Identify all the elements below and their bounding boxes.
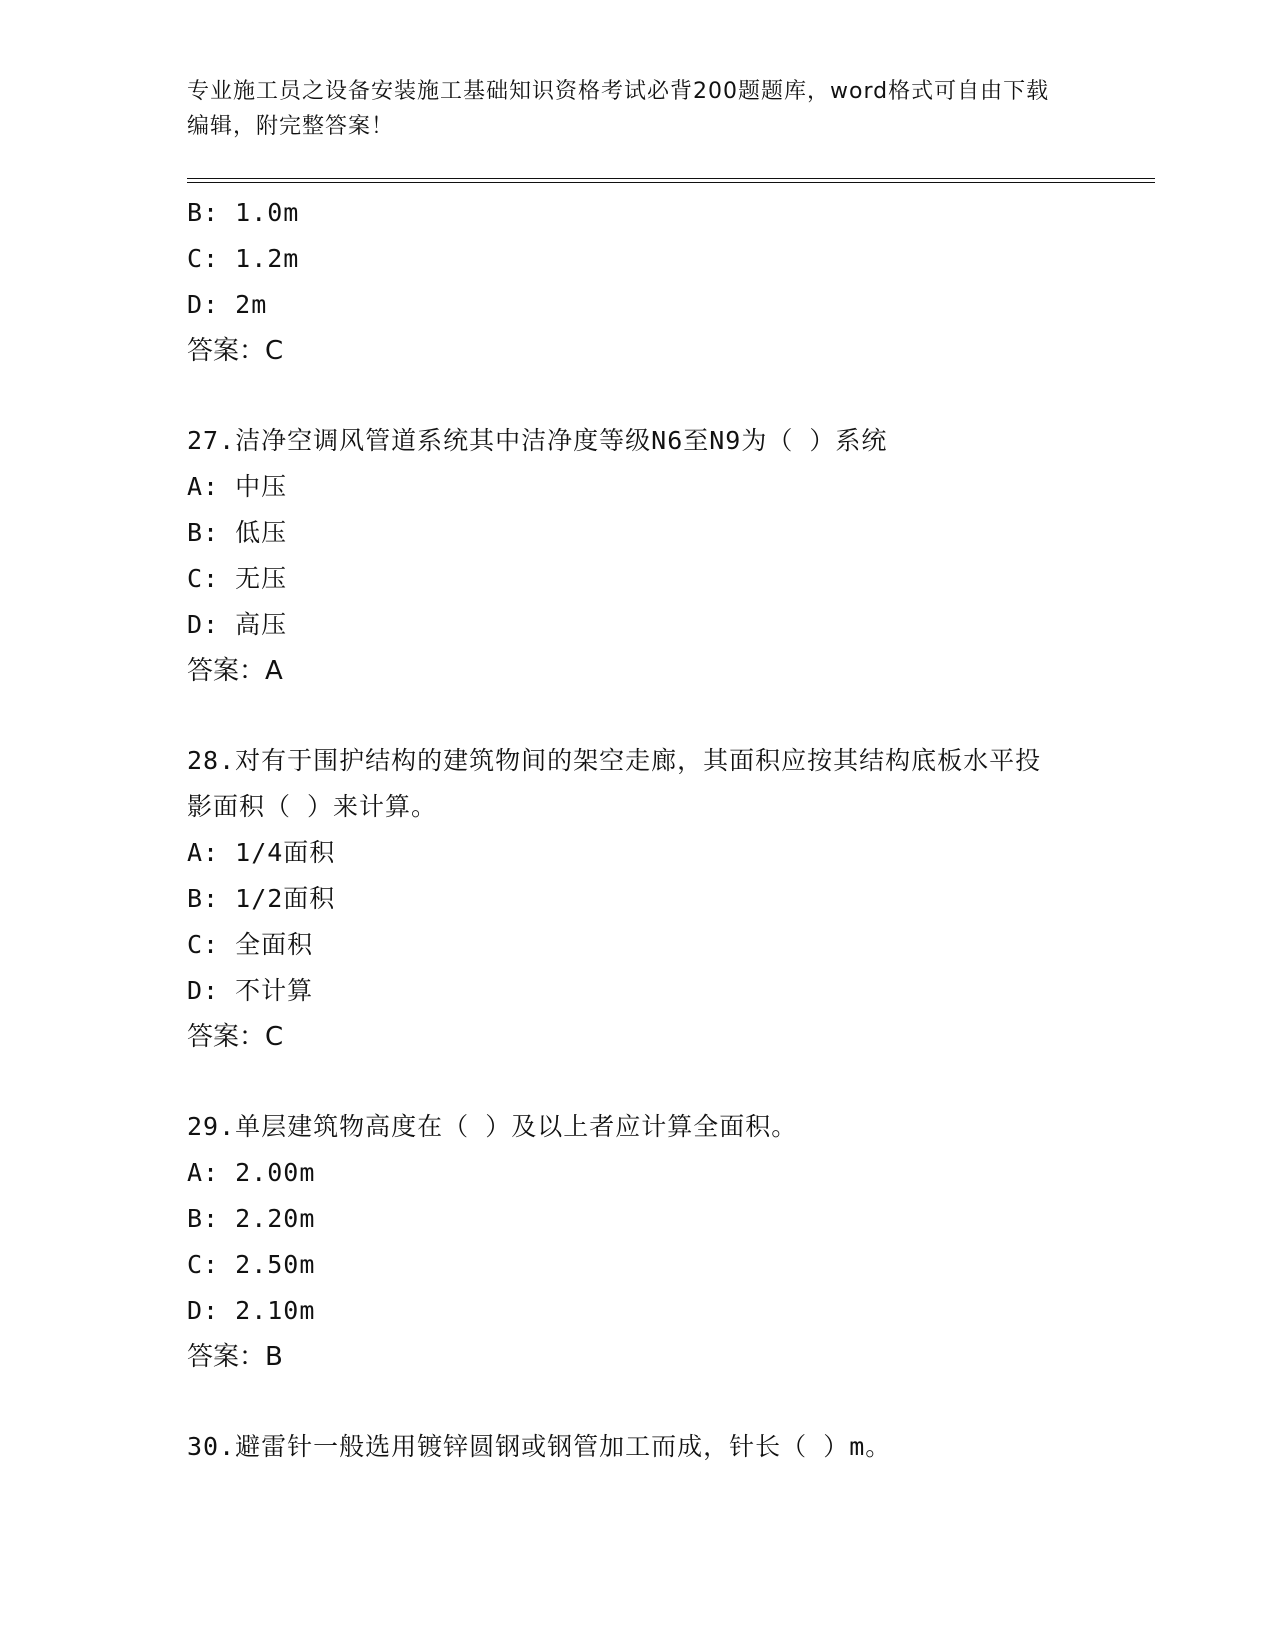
question-29 [187, 1104, 1087, 1380]
answer-line: 答案：B [187, 1342, 283, 1372]
option-c: C: 无压 [187, 564, 288, 593]
option-a: A: 2.00m [187, 1158, 316, 1187]
header-divider-bottom [187, 182, 1155, 183]
option-c: C: 1.2m [187, 244, 300, 273]
option-b: B: 1/2面积 [187, 884, 336, 913]
question-27 [187, 418, 1087, 694]
option-a: A: 1/4面积 [187, 838, 336, 867]
question-stem: 27.洁净空调风管道系统其中洁净度等级N6至N9为（ ）系统 [187, 426, 888, 455]
option-d: D: 2m [187, 290, 268, 319]
question-stem: 29.单层建筑物高度在（ ）及以上者应计算全面积。 [187, 1112, 798, 1141]
header-divider-top [187, 178, 1155, 179]
option-b: B: 2.20m [187, 1204, 316, 1233]
option-b: B: 1.0m [187, 198, 300, 227]
question-fragment [187, 190, 1087, 374]
option-c: C: 2.50m [187, 1250, 316, 1279]
option-a: A: 中压 [187, 472, 288, 501]
question-stem: 28.对有于围护结构的建筑物间的架空走廊，其面积应按其结构底板水平投影面积（ ）来计算。 [187, 746, 1042, 821]
answer-line: 答案：A [187, 656, 283, 686]
option-d: D: 2.10m [187, 1296, 316, 1325]
question-list [187, 190, 1087, 1470]
question-stem: 30.避雷针一般选用镀锌圆钢或钢管加工而成，针长（ ）m。 [187, 1432, 892, 1461]
option-c: C: 全面积 [187, 930, 314, 959]
question-28 [187, 738, 1087, 1060]
document-header: 专业施工员之设备安装施工基础知识资格考试必背200题题库，word格式可自由下载编辑，附完整答案！ [187, 79, 1050, 139]
question-30 [187, 1424, 1087, 1470]
answer-line: 答案：C [187, 336, 284, 366]
answer-line: 答案：C [187, 1022, 284, 1052]
option-d: D: 不计算 [187, 976, 314, 1005]
option-b: B: 低压 [187, 518, 288, 547]
option-d: D: 高压 [187, 610, 288, 639]
